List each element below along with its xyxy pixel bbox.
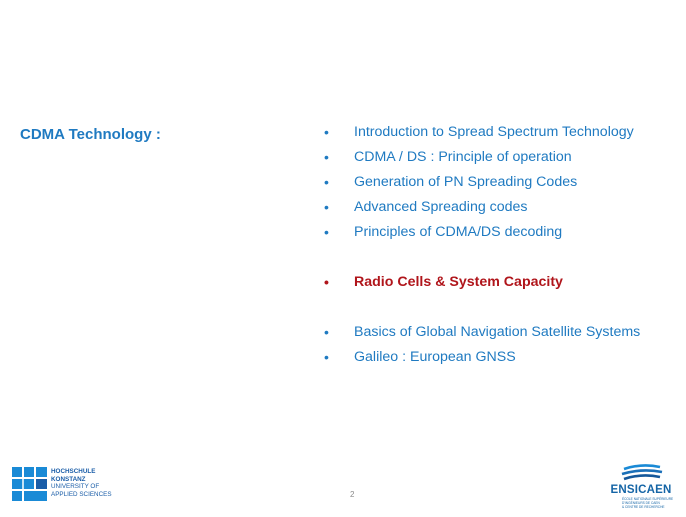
htwg-logo <box>12 467 132 503</box>
agenda-item-label: Principles of CDMA/DS decoding <box>354 224 563 240</box>
htwg-logo-icon <box>12 467 48 501</box>
htwg-logo-line: APPLIED SCIENCES <box>51 490 112 498</box>
ensicaen-logo-subtitle <box>622 498 680 510</box>
ensicaen-logo-subline: & CENTRE DE RECHERCHE <box>622 504 665 509</box>
agenda-item <box>318 124 678 141</box>
ensicaen-logo-icon <box>620 463 664 483</box>
bullet-icon: • <box>324 224 329 240</box>
agenda-item-current <box>318 274 678 291</box>
agenda-item-label: Radio Cells & System Capacity <box>354 274 563 290</box>
section-title: CDMA Technology : <box>20 126 161 143</box>
agenda-item-label: Advanced Spreading codes <box>354 199 528 215</box>
ensicaen-logo-subline: ÉCOLE NATIONALE SUPÉRIEURE D'INGÉNIEURS DE CAEN <box>622 497 674 505</box>
bullet-icon: • <box>324 349 329 365</box>
agenda-list <box>318 124 678 374</box>
agenda-item <box>318 324 678 341</box>
ensicaen-logo-name: ENSICAEN <box>610 484 672 496</box>
agenda-spacer <box>318 249 678 274</box>
agenda-spacer <box>318 299 678 324</box>
agenda-item-label: Introduction to Spread Spectrum Technology <box>354 124 634 140</box>
agenda-item-label: Generation of PN Spreading Codes <box>354 174 578 190</box>
ensicaen-logo <box>602 463 680 511</box>
htwg-logo-line: HOCHSCHULE <box>51 468 96 475</box>
htwg-logo-line: KONSTANZ <box>51 475 86 483</box>
agenda-item-label: CDMA / DS : Principle of operation <box>354 149 572 165</box>
agenda-item <box>318 199 678 216</box>
agenda-item <box>318 149 678 166</box>
agenda-item-label: Basics of Global Navigation Satellite Systems <box>354 324 641 340</box>
htwg-logo-line: UNIVERSITY OF <box>51 483 100 491</box>
agenda-item-label: Galileo : European GNSS <box>354 349 516 365</box>
bullet-icon: • <box>324 324 329 340</box>
bullet-icon: • <box>324 149 329 165</box>
page-number: 2 <box>350 490 355 499</box>
agenda-item <box>318 349 678 366</box>
bullet-icon: • <box>324 174 329 190</box>
bullet-icon: • <box>324 199 329 215</box>
htwg-logo-text <box>51 468 112 498</box>
agenda-item <box>318 174 678 191</box>
bullet-icon: • <box>324 124 329 140</box>
bullet-icon: • <box>324 274 329 290</box>
agenda-item <box>318 224 678 241</box>
